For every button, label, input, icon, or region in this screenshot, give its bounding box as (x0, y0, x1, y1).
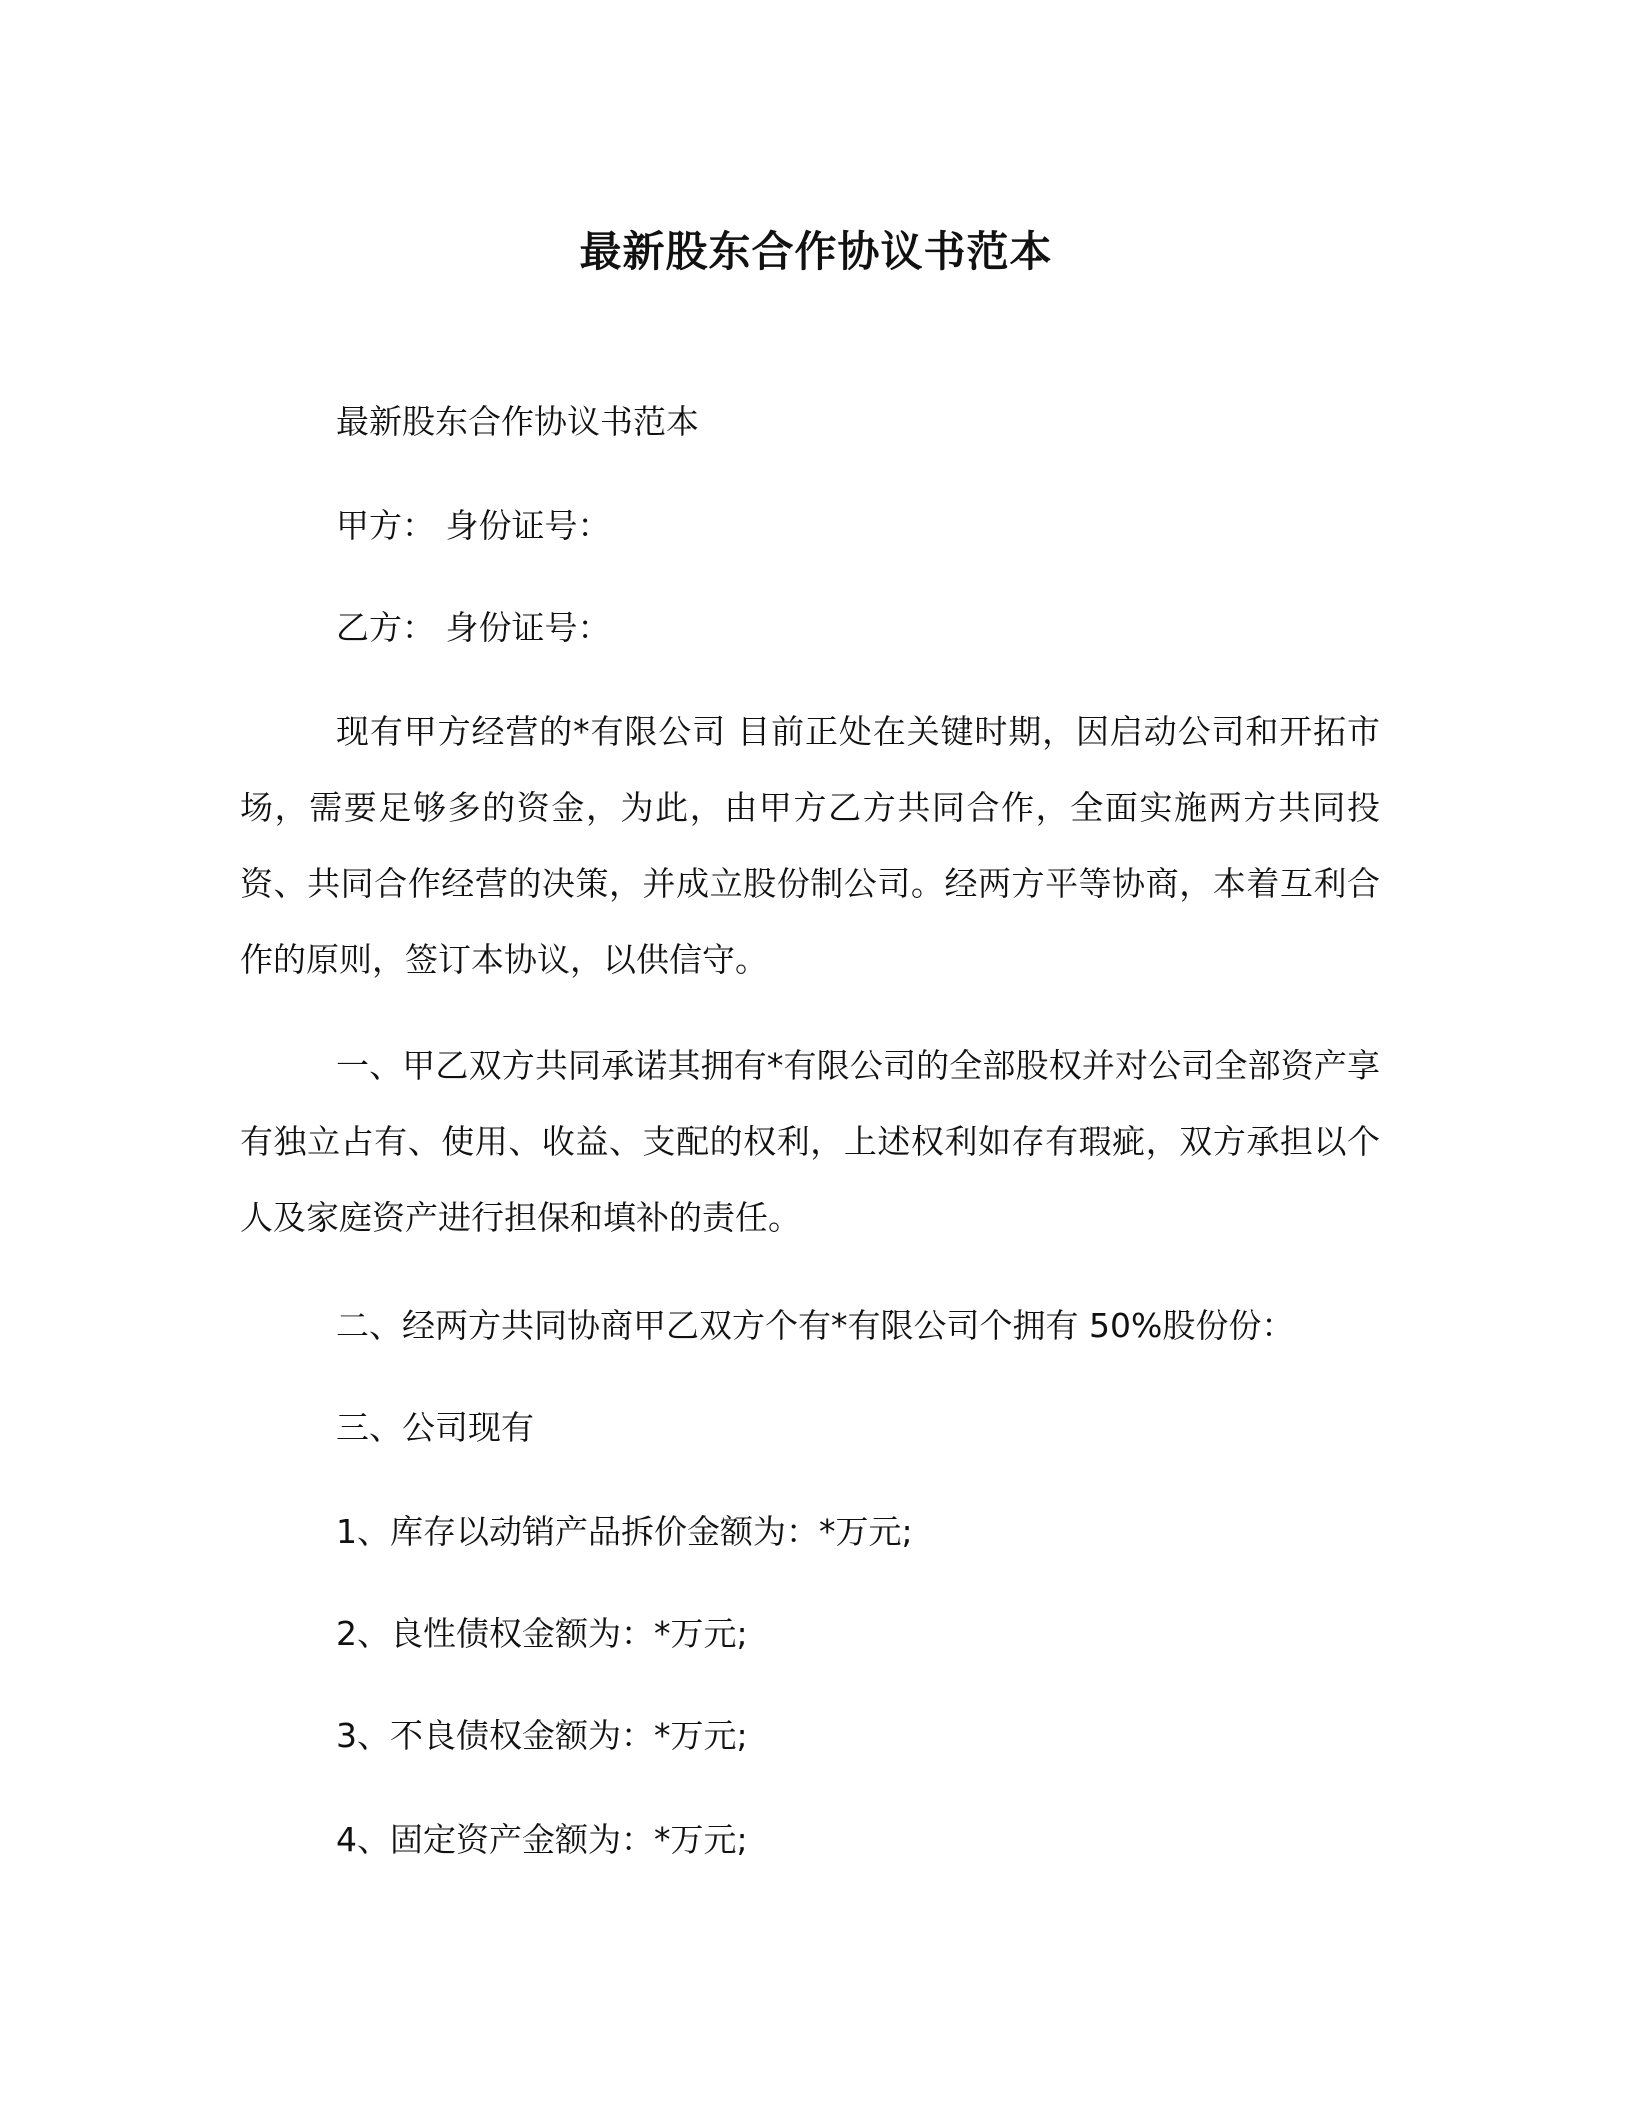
document-title: 最新股东合作协议书范本 (579, 227, 1053, 276)
party-b-line: 乙方： 身份证号： (336, 608, 611, 647)
list-item: 1、库存以动销产品拆价金额为：*万元; (336, 1512, 913, 1551)
clause-3-heading: 三、公司现有 (336, 1408, 534, 1447)
list-item: 3、不良债权金额为：*万元; (336, 1716, 748, 1755)
intro-paragraph: 现有甲方经营的*有限公司 目前正处在关键时期，因启动公司和开拓市场，需要足够多的资金，为此，由甲方乙方共同合作，全面实施两方共同投资、共同合作经营的决策，并成立股份制公司。经两方平等协商，本着互利合作的原则，签订本协议，以供信守。 (240, 712, 1380, 979)
party-a-line: 甲方： 身份证号： (336, 506, 611, 545)
clause-1-paragraph: 一、甲乙双方共同承诺其拥有*有限公司的全部股权并对公司全部资产享有独立占有、使用、收益、支配的权利，上述权利如存有瑕疵，双方承担以个人及家庭资产进行担保和填补的责任。 (240, 1046, 1380, 1237)
list-item: 2、良性债权金额为：*万元; (336, 1614, 748, 1653)
list-item: 4、固定资产金额为：*万元; (336, 1820, 748, 1859)
clause-2-paragraph: 二、经两方共同协商甲乙双方个有*有限公司个拥有 50%股份份： (336, 1306, 1295, 1345)
document-subtitle: 最新股东合作协议书范本 (336, 402, 699, 441)
